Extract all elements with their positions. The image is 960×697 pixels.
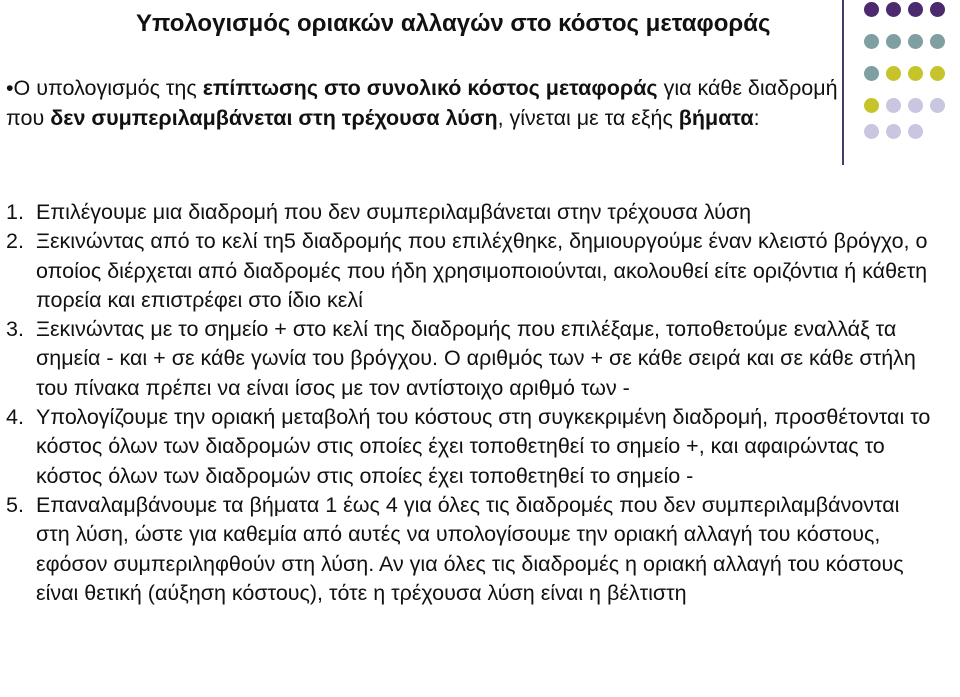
intro-text-1: Ο υπολογισμός της — [13, 76, 203, 100]
decorative-dot — [908, 66, 923, 81]
decorative-dot — [930, 66, 945, 81]
decorative-dot — [886, 66, 901, 81]
decorative-dot — [908, 98, 923, 113]
decorative-dot — [886, 2, 901, 17]
bullet: • — [6, 76, 14, 100]
decorative-dot — [886, 34, 901, 49]
intro-paragraph — [6, 74, 851, 133]
decorative-dot — [864, 34, 879, 49]
step-number: 5. — [6, 492, 24, 517]
step-text: Υπολογίζουμε την οριακή μεταβολή του κόστους στη συγκεκριμένη διαδρομή, προσθέτονται το κόστος όλων των διαδρομών στις οποίες έχει τοποθετηθεί το σημείο +, και αφαιρώντας το κόστος όλων των διαδρομών στις οποίες έχει τοποθετηθεί το σημείο - — [36, 405, 931, 488]
step-text: Επιλέγουμε μια διαδρομή που δεν συμπεριλαμβάνεται στην τρέχουσα λύση — [36, 200, 752, 224]
intro-text-4: : — [753, 105, 760, 130]
decorative-dot — [864, 2, 879, 17]
step-number: 1. — [6, 200, 24, 224]
step-5 — [6, 491, 931, 608]
decorative-dot — [864, 66, 879, 81]
step-number: 3. — [6, 317, 24, 342]
steps-list — [6, 198, 931, 608]
page-title: Υπολογισμός οριακών αλλαγών στο κόστος μεταφοράς — [136, 10, 771, 37]
decorative-dot — [886, 124, 901, 139]
decorative-dot — [864, 98, 879, 113]
decorative-dot — [908, 124, 923, 139]
decorative-dot — [886, 98, 901, 113]
step-number: 4. — [6, 405, 24, 430]
step-text: Επαναλαμβάνουμε τα βήματα 1 έως 4 για όλες τις διαδρομές που δεν συμπεριλαμβάνονται στη λύση, ώστε για καθεμία από αυτές να υπολογίσουμε την οριακή αλλαγή του κόστους, εφόσον συμπεριληφθούν στη λύση. Αν για όλες τις διαδρομές η οριακή αλλαγή του κόστους είναι θετική (αύξηση κόστους), τότε η τρέχουσα λύση είναι η βέλτιστη — [36, 492, 904, 605]
intro-text-3: , γίνεται με τα εξής — [497, 105, 679, 130]
decorative-dot-grid — [842, 0, 960, 170]
intro-bold-3: βήματα — [678, 105, 754, 130]
step-3 — [6, 315, 931, 403]
step-number: 2. — [6, 229, 24, 254]
decorative-dot — [908, 34, 923, 49]
decorative-dot — [930, 34, 945, 49]
step-2 — [6, 227, 931, 315]
decorative-dot — [864, 124, 879, 139]
decorative-dot — [930, 98, 945, 113]
decorative-dot — [908, 2, 923, 17]
intro-bold-1: επίπτωσης στο συνολικό κόστος μεταφοράς — [202, 76, 658, 100]
step-4 — [6, 403, 931, 491]
step-1 — [6, 198, 931, 227]
intro-text-2: για κάθε διαδρομή που — [6, 76, 838, 130]
step-text: Ξεκινώντας από το κελί τη5 διαδρομής που επιλέχθηκε, δημιουργούμε έναν κλειστό βρόγχο, ο οποίος διέρχεται από διαδρομές που ήδη χρησιμοποιούνται, ακολουθεί είτε οριζόντια ή κάθετη πορεία και επιστρέφει στο ίδιο κελί — [36, 229, 928, 312]
decorative-dot — [930, 2, 945, 17]
step-text: Ξεκινώντας με το σημείο + στο κελί της διαδρομής που επιλέξαμε, τοποθετούμε εναλλάξ τα σημεία - και + σε κάθε γωνία του βρόγχου. Ο αριθμός των + σε κάθε σειρά και σε κάθε στήλη του πίνακα πρέπει να είναι ίσος με τον αντίστοιχο αριθμό των - — [36, 317, 916, 400]
intro-bold-2: δεν συμπεριλαμβάνεται στη τρέχουσα λύση — [50, 105, 498, 130]
decorative-vertical-line — [842, 0, 844, 165]
